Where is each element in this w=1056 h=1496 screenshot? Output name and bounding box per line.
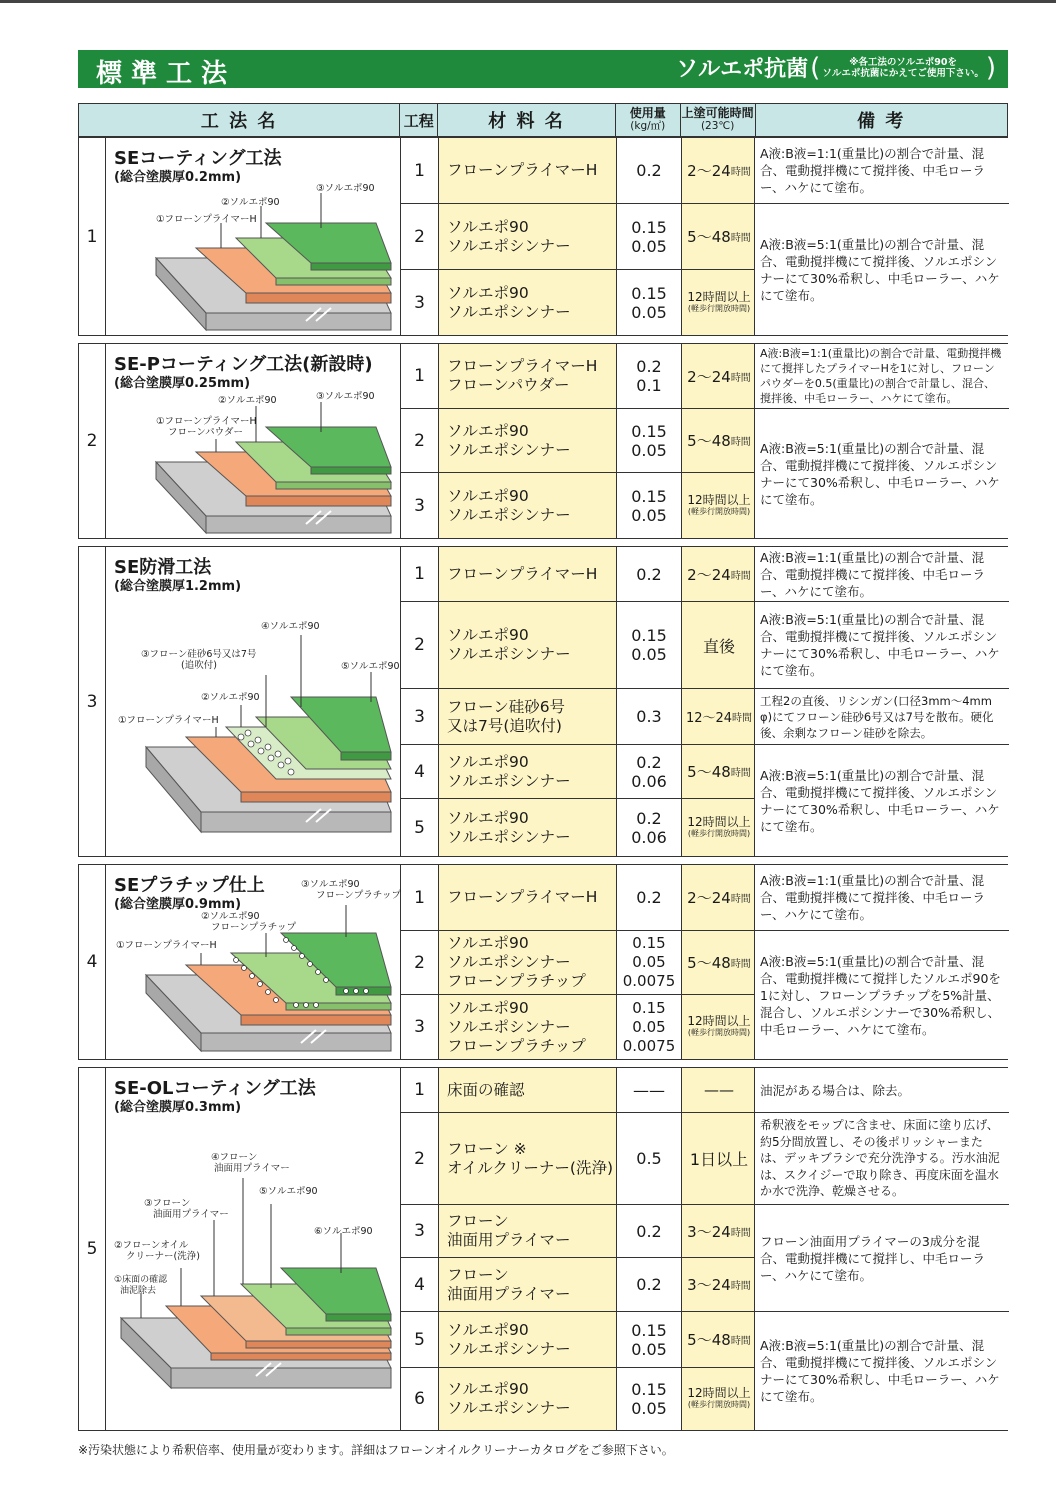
recoat-unit: 時間以上 [702,1386,751,1400]
material-name: ソルエポ90 ソルエポシンナー [439,745,617,798]
recoat-value: 12〜24 [685,711,733,726]
recoat-time [682,995,757,1059]
method-name: SE-Pコーティング工法(新設時) [114,354,373,375]
recoat-time [682,270,757,335]
recoat-value: 12 [687,1014,703,1028]
layer-diagram [106,138,401,337]
layer-label: ③フローン硅砂6号又は7号 [141,649,257,660]
remark-text: A液:B液=1:1(重量比)の割合で計量、混合、電動撹拌機にて撹拌後、中毛ローラー、ハケにて塗布。 [754,138,1009,204]
step-number: 2 [401,602,439,688]
usage-amount: 0.15 0.05 [617,409,682,472]
col-recoat-unit: (23℃) [700,120,735,132]
material-name: フローンプライマーH フローンパウダー [439,344,617,408]
layer-label: ①フローンプライマーH [156,214,257,225]
recoat-unit: 時間以上 [702,814,751,829]
method-thickness: (総合塗膜厚0.3mm) [114,1100,242,1115]
page-header [78,50,1008,88]
step-number: 4 [401,1258,439,1311]
recoat-unit: 時間 [732,713,753,724]
col-recoat-label: 上塗可能時間 [681,106,754,120]
layer-label: ③ソルエポ90 [301,879,360,890]
method-thickness: (総合塗膜厚1.2mm) [114,579,242,594]
remark-text: 工程2の直後、リシンガン(口径3mm〜4mm φ)にてフローン硅砂6号又は7号を散布。硬化後、余剰なフローン硅砂を除去。 [754,689,1009,745]
method-section-5 [78,1067,1008,1431]
recoat-unit: 時間 [730,437,751,448]
material-name: 床面の確認 [439,1068,617,1112]
recoat-unit: 時間 [730,1336,751,1347]
layer-label: ②ソルエポ90 [201,692,260,703]
recoat-value: 5〜48 [687,228,731,246]
usage-amount: 0.2 [617,1205,682,1257]
recoat-value: —— [704,1081,734,1099]
table-header [78,103,1008,137]
usage-amount: 0.15 0.05 [617,204,682,269]
layer-label: ③ソルエポ90 [316,391,375,402]
col-usage-unit: (kg/㎡) [630,120,666,132]
recoat-note: (軽歩行開放時間) [687,1028,751,1037]
material-name: ソルエポ90 ソルエポシンナー [439,799,617,856]
method-thickness: (総合塗膜厚0.25mm) [114,376,251,391]
recoat-note: (軽歩行開放時間) [687,1400,751,1409]
paren-open: ( [810,52,821,83]
recoat-value: 5〜48 [687,432,731,450]
material-name: フローンプライマーH [439,547,617,601]
remark-text: A液:B液=5:1(重量比)の割合で計量、混合、電動撹拌機にて撹拌後、ソルエポシンナーにて30%希釈し、中毛ローラー、ハケにて塗布。 [754,409,1009,538]
usage-amount: 0.15 0.05 0.0075 [617,931,682,994]
steps-table [401,865,1009,1059]
layer-diagram [106,344,401,540]
layer-label: ⑥ソルエポ90 [314,1226,373,1237]
recoat-time [682,1068,757,1112]
usage-amount: 0.2 [617,1258,682,1311]
recoat-value: 2〜24 [687,565,731,584]
method-name: SEプラチップ仕上 [114,875,265,896]
layer-label: ①フローンプライマーH [116,940,217,951]
recoat-time [682,1312,757,1367]
layer-label: ③フローン [144,1198,191,1209]
material-name: ソルエポ90 ソルエポシンナー [439,473,617,538]
col-recoat [681,104,756,136]
recoat-value: 12 [687,814,703,829]
material-name: フローン硅砂6号 又は7号(追吹付) [439,689,617,744]
usage-amount: 0.2 [617,138,682,203]
recoat-value: 1日以上 [689,1150,749,1169]
layer-label: ②ソルエポ90 [221,197,280,208]
step-number: 6 [401,1368,439,1430]
steps-table [401,547,1009,856]
recoat-unit: 時間 [730,372,751,384]
remark-text: フローン油面用プライマーの3成分を混合、電動撹拌機にて撹拌し、中毛ローラー、ハケにて塗布。 [754,1205,1009,1312]
recoat-time [682,1205,757,1257]
header-right [676,52,998,83]
recoat-unit: 時間 [730,1281,751,1292]
layer-label: ④フローン [211,1152,258,1163]
recoat-unit: 時間以上 [702,1014,751,1028]
method-number: 3 [79,547,106,856]
step-number: 3 [401,1205,439,1257]
material-name: ソルエポ90 ソルエポシンナー [439,1368,617,1430]
recoat-note: (軽歩行開放時間) [687,828,751,838]
recoat-value: 5〜48 [687,954,731,972]
recoat-unit: 時間 [730,768,751,779]
step-number: 3 [401,270,439,335]
layer-label: フローンパウダー [168,427,244,438]
page-title: 標準工法 [96,59,237,89]
col-method: 工 法 名 [79,104,400,136]
top-rule [0,0,1056,3]
layer-label: ①フローンプライマーH [156,416,257,427]
step-number: 2 [401,931,439,994]
material-name: ソルエポ90 ソルエポシンナー [439,602,617,688]
step-number: 2 [401,204,439,269]
recoat-time [682,204,757,269]
step-number: 1 [401,138,439,203]
method-section-1 [78,137,1008,336]
usage-amount: —— [617,1068,682,1112]
recoat-value: 5〜48 [687,763,731,781]
remark-text: A液:B液=1:1(重量比)の割合で計量、混合、電動撹拌機にて撹拌後、中毛ローラー、ハケにて塗布。 [754,865,1009,931]
usage-amount: 0.2 0.1 [617,344,682,408]
step-number: 2 [401,1113,439,1204]
recoat-value: 2〜24 [687,162,731,180]
recoat-unit: 時間 [730,959,751,970]
col-material: 材 料 名 [438,104,616,136]
step-number: 2 [401,409,439,472]
layer-label: ③ソルエポ90 [316,183,375,194]
layer-label: 油泥除去 [120,1286,157,1296]
material-name: ソルエポ90 ソルエポシンナー フローンプラチップ [439,995,617,1059]
usage-amount: 0.15 0.05 0.0075 [617,995,682,1059]
usage-amount: 0.2 [617,547,682,601]
step-number: 1 [401,547,439,601]
method-section-2 [78,343,1008,539]
layer-label: ④ソルエポ90 [261,621,320,632]
layer-label: フローンプラチップ [316,890,402,901]
material-name: フローンプライマーH [439,865,617,930]
recoat-unit: 時間 [730,570,751,582]
recoat-unit: 時間 [730,233,751,244]
method-thickness: (総合塗膜厚0.2mm) [114,170,242,185]
recoat-time [682,931,757,994]
recoat-note: (軽歩行開放時間) [687,506,751,516]
recoat-time [682,689,757,744]
method-section-4 [78,864,1008,1060]
step-number: 5 [401,799,439,856]
material-name: ソルエポ90 ソルエポシンナー [439,204,617,269]
method-illustration [106,138,401,335]
step-number: 3 [401,995,439,1059]
method-section-3 [78,546,1008,857]
step-number: 4 [401,745,439,798]
remark-text: A液:B液=5:1(重量比)の割合で計量、混合、電動撹拌機にて撹拌後、ソルエポシンナーにて30%希釈し、中毛ローラー、ハケにて塗布。 [754,745,1009,856]
recoat-value: 3〜24 [687,1276,731,1294]
col-usage [616,104,681,136]
recoat-unit: 時間以上 [702,289,751,304]
recoat-unit: 時間 [730,1227,751,1239]
recoat-unit: 時間以上 [702,492,751,507]
brand-note-line2: ソルエポ抗菌にかえてご使用下さい。 [822,67,984,79]
remark-text: 油泥がある場合は、除去。 [754,1068,1009,1113]
layer-label: 油面用プライマー [153,1209,229,1220]
material-name: ソルエポ90 ソルエポシンナー フローンプラチップ [439,931,617,994]
steps-table [401,1068,1009,1430]
recoat-value: 直後 [702,636,735,656]
col-usage-label: 使用量 [629,106,666,120]
method-illustration [106,865,401,1059]
layer-label: クリーナー(洗浄) [126,1251,200,1262]
method-name: SE防滑工法 [114,557,212,578]
recoat-value: 2〜24 [687,889,731,907]
method-illustration [106,344,401,538]
recoat-value: 3〜24 [687,1222,731,1241]
recoat-time [682,1113,757,1204]
steps-table [401,138,1009,335]
col-remarks: 備 考 [857,111,906,132]
material-name: ソルエポ90 ソルエポシンナー [439,1312,617,1367]
method-name: SE-OLコーティング工法 [114,1078,316,1099]
usage-amount: 0.5 [617,1113,682,1204]
step-number: 1 [401,865,439,930]
layer-label: フローンプラチップ [211,922,297,933]
method-number: 1 [79,138,106,335]
remark-text: A液:B液=5:1(重量比)の割合で計量、混合、電動撹拌機にて撹拌後、ソルエポシンナーにて30%希釈し、中毛ローラー、ハケにて塗布。 [754,204,1009,335]
layer-label: ①床面の確認 [114,1275,168,1285]
layer-label: ②ソルエポ90 [218,395,277,406]
recoat-time [682,865,757,930]
recoat-value: 12 [687,1386,703,1400]
recoat-time [682,745,757,798]
usage-amount: 0.2 0.06 [617,745,682,798]
material-name: フローン 油面用プライマー [439,1205,617,1257]
step-number: 1 [401,1068,439,1112]
material-name: フローンプライマーH [439,138,617,203]
layer-label: ⑤ソルエポ90 [259,1186,318,1197]
usage-amount: 0.15 0.05 [617,1368,682,1430]
method-name: SEコーティング工法 [114,148,282,169]
recoat-time [682,409,757,472]
footnote: ※汚染状態により希釈倍率、使用量が変わります。詳細はフローンオイルクリーナーカタログをご参照下さい。 [78,1443,674,1457]
step-number: 3 [401,689,439,744]
col-step: 工程 [400,104,438,136]
remark-text: A液:B液=1:1(重量比)の割合で計量、電動撹拌機にて撹拌したプライマーHを1に対し、フローンパウダーを0.5(重量比)の割合で計量し、混合、撹拌後、中毛ローラー、ハケにて塗布。 [754,344,1009,409]
material-name: フローン 油面用プライマー [439,1258,617,1311]
brand-note-line1: ※各工法のソルエポ90を [849,56,957,68]
remark-text: A液:B液=5:1(重量比)の割合で計量、混合、電動撹拌機にて撹拌後、ソルエポシンナーにて30%希釈し、中毛ローラー、ハケにて塗布。 [754,1312,1009,1430]
recoat-note: (軽歩行開放時間) [687,303,751,313]
step-number: 3 [401,473,439,538]
recoat-time [682,138,757,203]
remark-text: A液:B液=5:1(重量比)の割合で計量、混合、電動撹拌機にて撹拌後、ソルエポシンナーにて30%希釈し、中毛ローラー、ハケにて塗布。 [754,602,1009,689]
usage-amount: 0.15 0.05 [617,473,682,538]
recoat-time [682,1368,757,1430]
layer-label: 油面用プライマー [214,1163,290,1174]
remark-text: A液:B液=5:1(重量比)の割合で計量、混合、電動撹拌機にて撹拌したソルエポ90を1に対し、フローンプラチップを5%計量、混合し、ソルエポシンナーで30%希釈し、中毛ローラー、ハケにて塗布。 [754,931,1009,1059]
method-illustration [106,547,401,856]
brand-note [822,57,984,79]
method-number: 4 [79,865,106,1059]
recoat-time [682,602,757,688]
layer-label: ①フローンプライマーH [118,715,219,726]
steps-table [401,344,1009,538]
material-name: フローン ※ オイルクリーナー(洗浄) [439,1113,617,1204]
usage-amount: 0.15 0.05 [617,270,682,335]
step-number: 1 [401,344,439,408]
remark-text: A液:B液=1:1(重量比)の割合で計量、混合、電動撹拌機にて撹拌後、中毛ローラー、ハケにて塗布。 [754,547,1009,602]
step-number: 5 [401,1312,439,1367]
layer-label: ⑤ソルエポ90 [341,661,400,672]
recoat-time [682,547,757,601]
method-illustration [106,1068,401,1430]
material-name: ソルエポ90 ソルエポシンナー [439,270,617,335]
usage-amount: 0.15 0.05 [617,1312,682,1367]
method-number: 2 [79,344,106,538]
recoat-value: 2〜24 [687,367,731,386]
paren-close: ) [985,52,996,83]
remark-text: 希釈液をモップに含ませ、床面に塗り広げ、約5分間放置し、その後ポリッシャーまたは、デッキブラシで充分洗浄する。汚水油泥は、スクイジーで取り除き、再度床面を温水か水で洗浄、乾燥させる。 [754,1113,1009,1205]
recoat-time [682,473,757,538]
recoat-time [682,1258,757,1311]
recoat-time [682,344,757,408]
recoat-value: 5〜48 [687,1331,731,1349]
method-thickness: (総合塗膜厚0.9mm) [114,897,242,912]
usage-amount: 0.3 [617,689,682,744]
usage-amount: 0.2 0.06 [617,799,682,856]
recoat-unit: 時間 [730,894,751,905]
layer-label: (追吹付) [181,660,217,671]
layer-label: ②フローンオイル [114,1240,189,1251]
recoat-time [682,799,757,856]
recoat-unit: 時間 [730,167,751,178]
recoat-value: 12 [687,289,703,304]
usage-amount: 0.2 [617,865,682,930]
layer-label: ②ソルエポ90 [201,911,260,922]
method-number: 5 [79,1068,106,1430]
usage-amount: 0.15 0.05 [617,602,682,688]
material-name: ソルエポ90 ソルエポシンナー [439,409,617,472]
brand-name: ソルエポ抗菌 [676,57,809,82]
recoat-value: 12 [687,492,703,507]
